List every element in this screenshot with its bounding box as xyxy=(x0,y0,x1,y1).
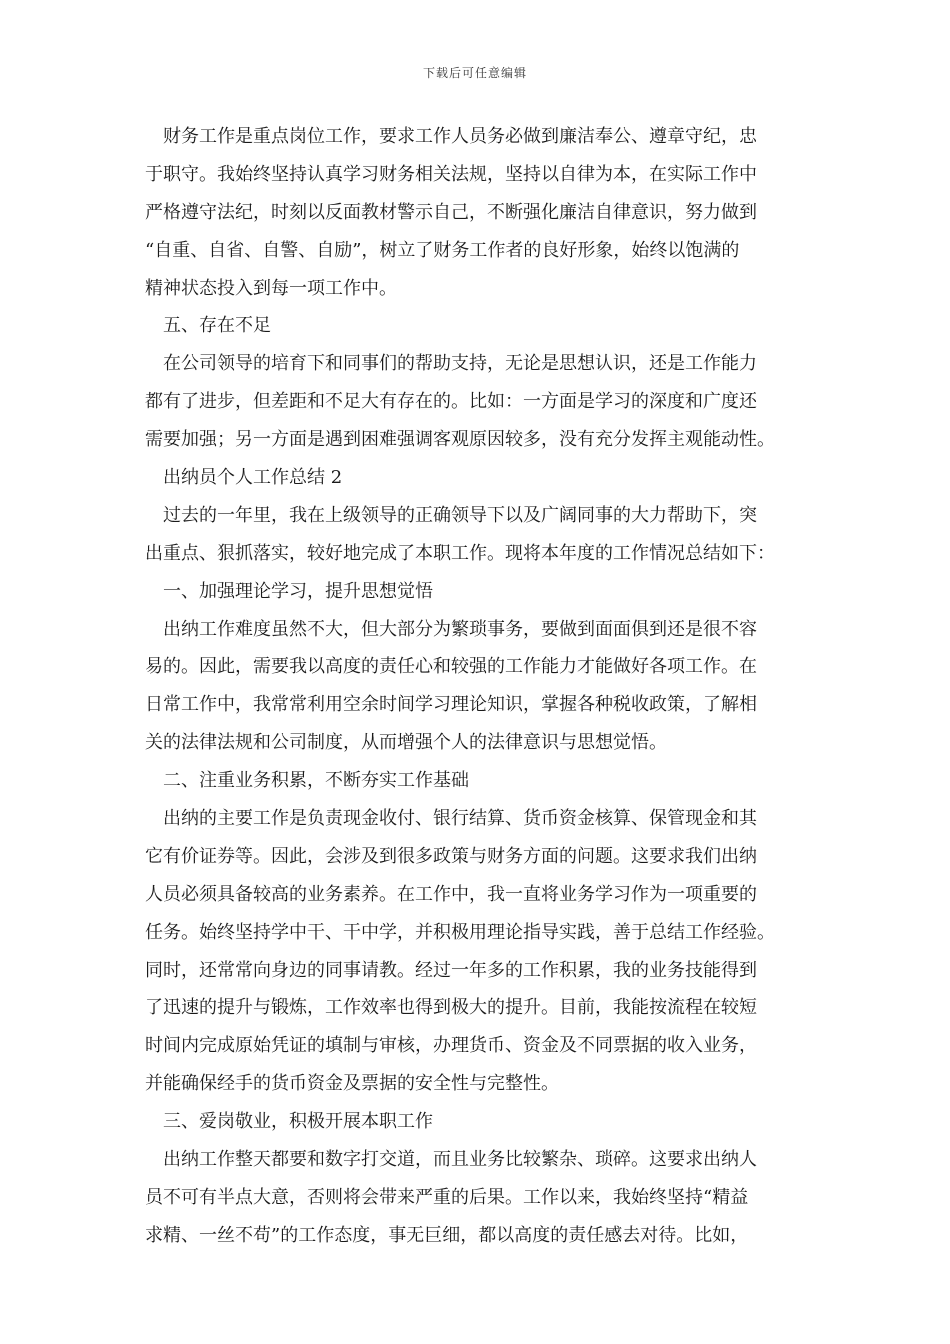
text-line: 求精、一丝不苟”的工作态度，事无巨细，都以高度的责任感去对待。比如， xyxy=(145,1224,749,1246)
text-line: 它有价证券等。因此，会涉及到很多政策与财务方面的问题。这要求我们出纳 xyxy=(145,845,757,867)
text-line: 同时，还常常向身边的同事请教。经过一年多的工作积累，我的业务技能得到 xyxy=(145,959,757,981)
text-line: 精神状态投入到每一项工作中。 xyxy=(145,277,397,299)
text-line: 出纳工作整天都要和数字打交道，而且业务比较繁杂、琐碎。这要求出纳人 xyxy=(163,1149,757,1171)
text-line: 出纳工作难度虽然不大，但大部分为繁琐事务，要做到面面俱到还是很不容 xyxy=(163,618,757,640)
text-line: “自重、自省、自警、自励”，树立了财务工作者的良好形象，始终以饱满的 xyxy=(145,239,740,261)
text-line: 员不可有半点大意，否则将会带来严重的后果。工作以来，我始终坚持“精益 xyxy=(145,1186,749,1208)
text-line: 严格遵守法纪，时刻以反面教材警示自己，不断强化廉洁自律意识，努力做到 xyxy=(145,201,757,223)
text-line: 人员必须具备较高的业务素养。在工作中，我一直将业务学习作为一项重要的 xyxy=(145,883,757,905)
text-line: 任务。始终坚持学中干、干中学，并积极用理论指导实践，善于总结工作经验。 xyxy=(145,921,775,943)
text-line: 财务工作是重点岗位工作，要求工作人员务必做到廉洁奉公、遵章守纪，忠 xyxy=(163,126,757,147)
text-line: 易的。因此，需要我以高度的责任心和较强的工作能力才能做好各项工作。在 xyxy=(145,656,757,678)
text-line: 出纳员个人工作总结 2 xyxy=(163,467,343,489)
text-line: 了迅速的提升与锻炼，工作效率也得到极大的提升。目前，我能按流程在较短 xyxy=(145,997,757,1019)
text-line: 于职守。我始终坚持认真学习财务相关法规，坚持以自律为本，在实际工作中 xyxy=(145,163,757,185)
text-line: 日常工作中，我常常利用空余时间学习理论知识，掌握各种税收政策，了解相 xyxy=(145,694,757,716)
text-line: 都有了进步，但差距和不足大有存在的。比如：一方面是学习的深度和广度还 xyxy=(145,391,757,413)
text-line: 一、加强理论学习，提升思想觉悟 xyxy=(163,580,433,602)
document-body xyxy=(145,118,825,1255)
text-line: 时间内完成原始凭证的填制与审核，办理货币、资金及不同票据的收入业务， xyxy=(145,1035,757,1057)
page-header: 下载后可任意编辑 xyxy=(422,66,527,80)
text-line: 过去的一年里，我在上级领导的正确领导下以及广阔同事的大力帮助下，突 xyxy=(163,504,757,526)
text-line: 出重点、狠抓落实，较好地完成了本职工作。现将本年度的工作情况总结如下： xyxy=(145,542,775,564)
text-line: 三、爱岗敬业，积极开展本职工作 xyxy=(163,1111,433,1133)
text-line: 出纳的主要工作是负责现金收付、银行结算、货币资金核算、保管现金和其 xyxy=(163,808,757,830)
text-line: 需要加强；另一方面是遇到困难强调客观原因较多，没有充分发挥主观能动性。 xyxy=(145,429,775,451)
text-line: 在公司领导的培育下和同事们的帮助支持，无论是思想认识，还是工作能力 xyxy=(163,353,757,375)
text-line: 二、注重业务积累，不断夯实工作基础 xyxy=(163,770,469,792)
text-line: 并能确保经手的货币资金及票据的安全性与完整性。 xyxy=(145,1073,559,1095)
text-line: 关的法律法规和公司制度，从而增强个人的法律意识与思想觉悟。 xyxy=(145,732,667,754)
text-line: 五、存在不足 xyxy=(163,315,271,337)
